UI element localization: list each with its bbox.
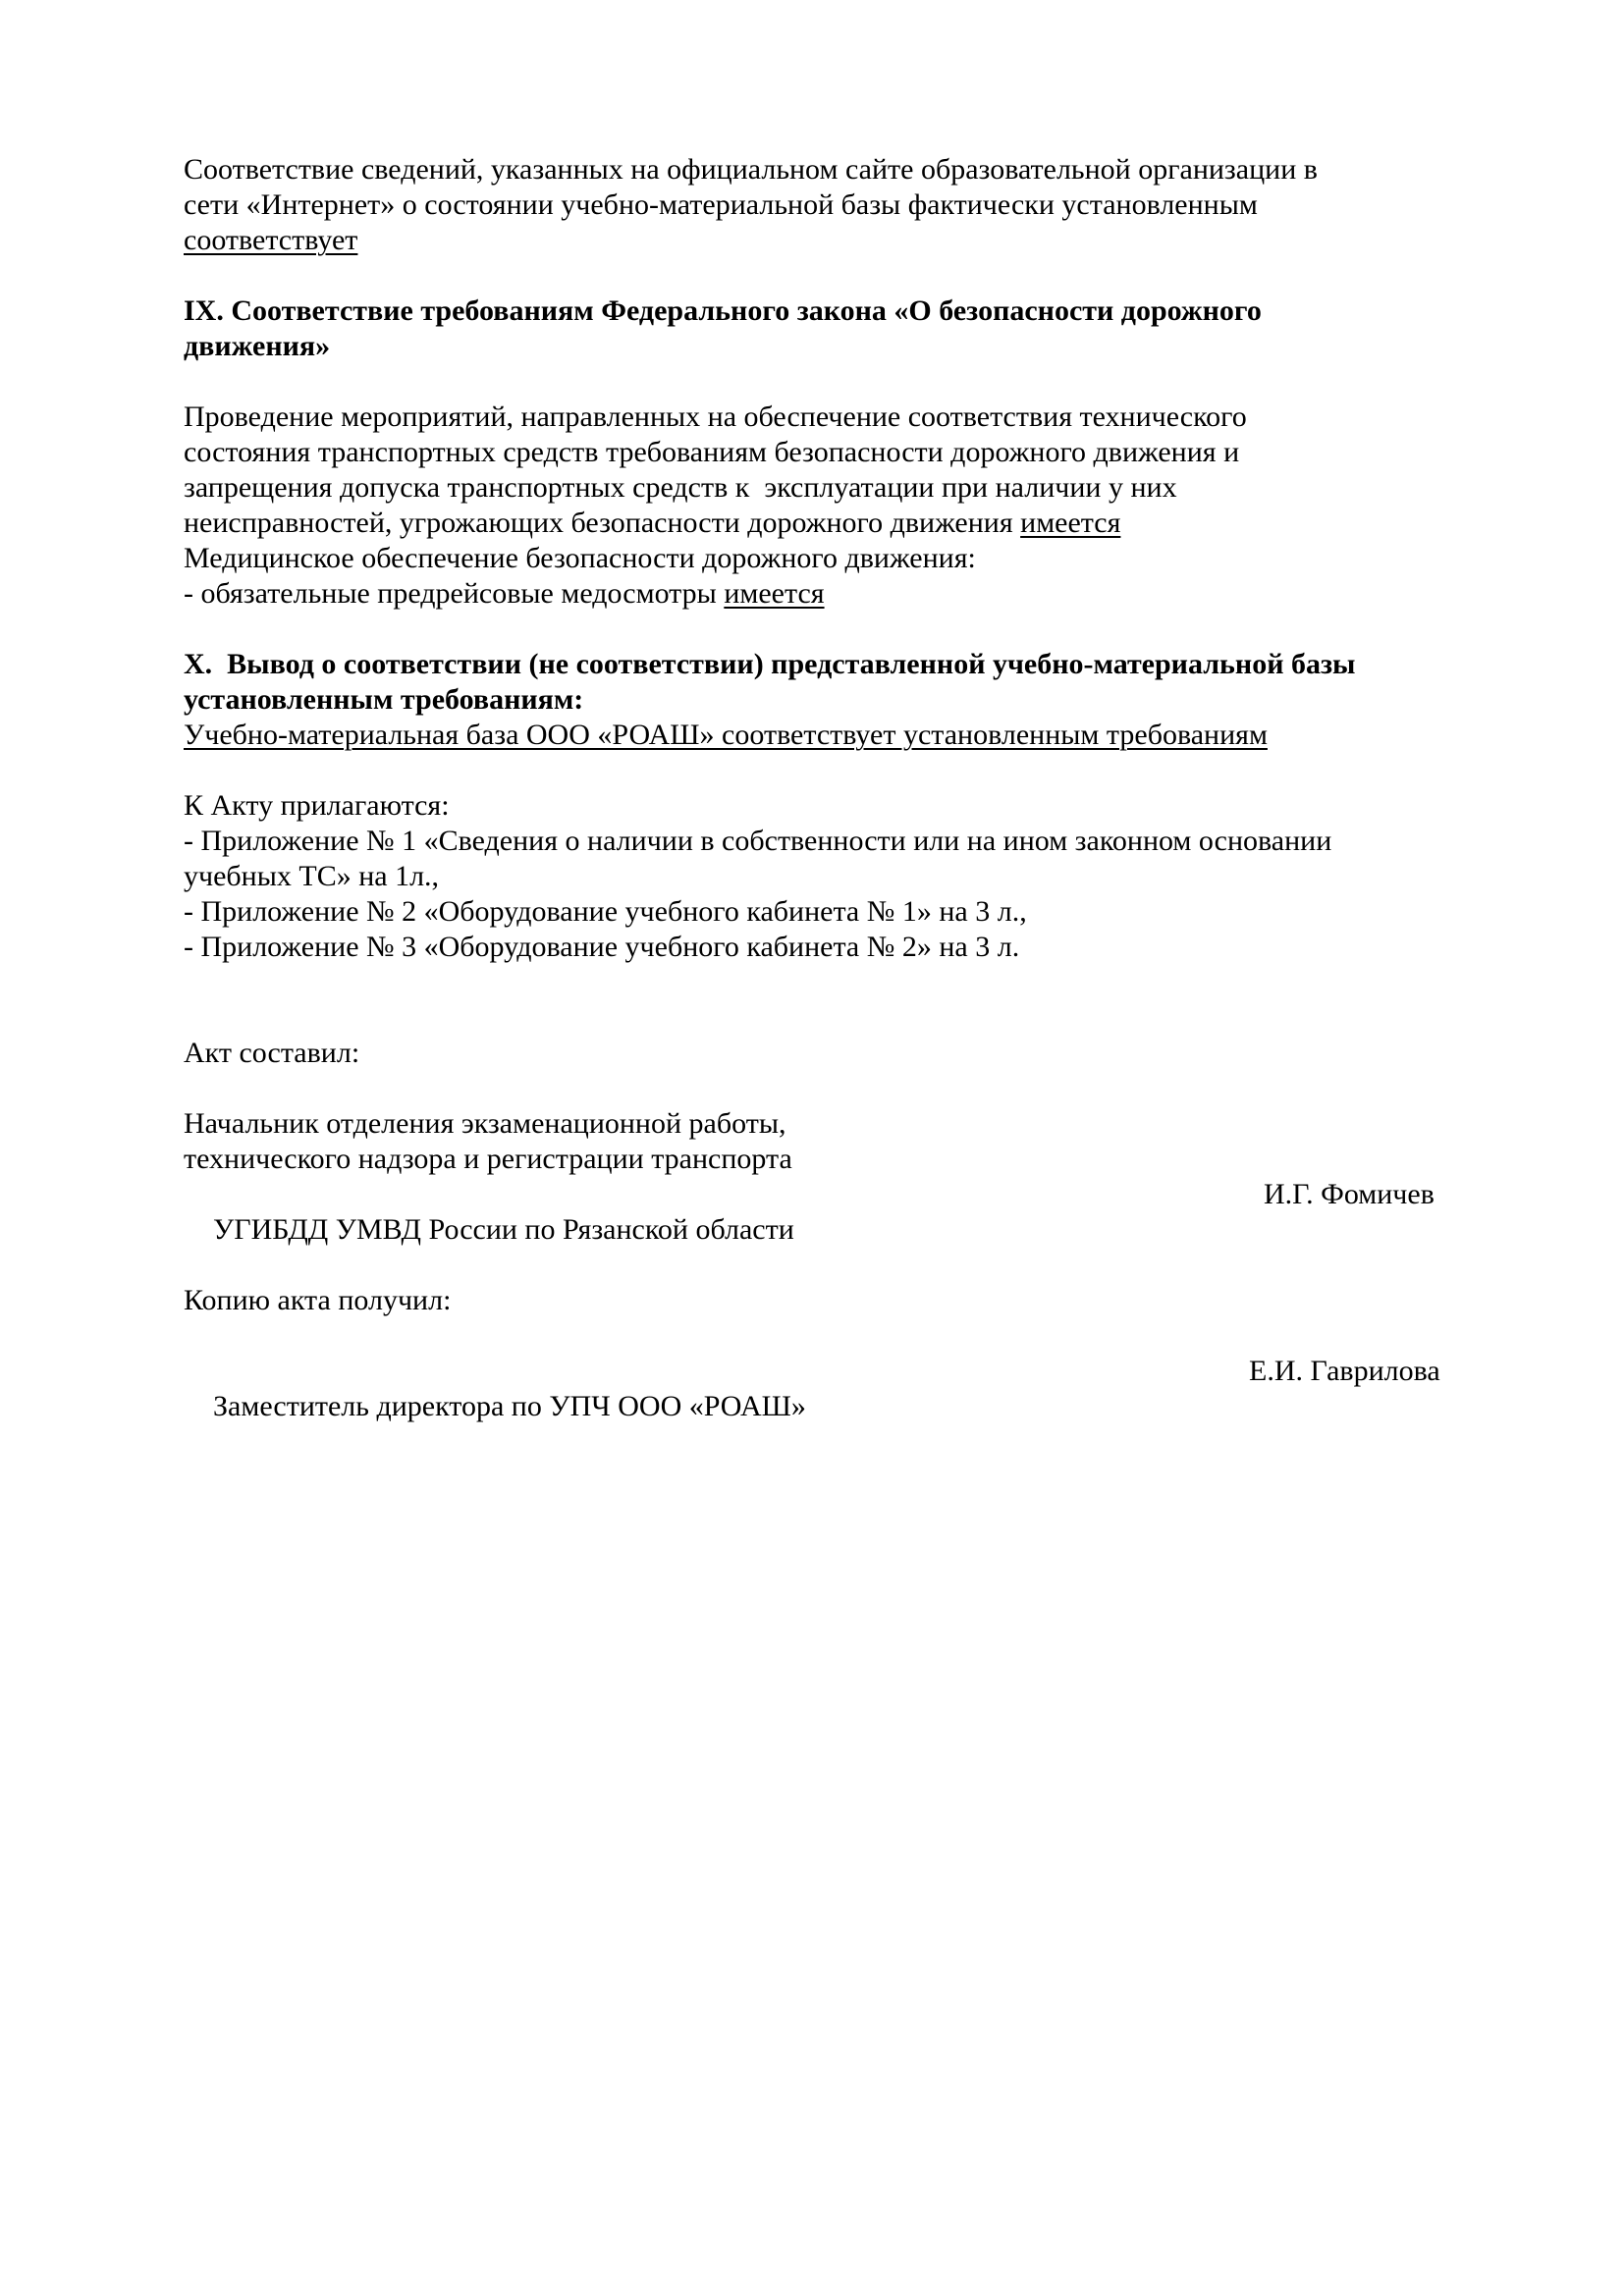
attachment-line: - Приложение № 3 «Оборудование учебного кабинета № 2» на 3 л. xyxy=(184,931,1020,963)
attachment-line: - Приложение № 2 «Оборудование учебного кабинета № 1» на 3 л., xyxy=(184,895,1027,928)
section9-para-line-4: неисправностей, угрожающих безопасности дорожного движения xyxy=(184,507,1021,539)
section10-heading-line-1: X. Вывод о соответствии (не соответствии) представленной учебно-материальной базы xyxy=(184,648,1356,680)
medical-value: имеется xyxy=(724,577,825,610)
section10-conclusion: Учебно-материальная база ООО «РОАШ» соответствует установленным требованиям xyxy=(184,719,1268,751)
receiver-title: Заместитель директора по УПЧ ООО «РОАШ» xyxy=(213,1390,806,1422)
intro-value: соответствует xyxy=(184,224,358,256)
intro-line-1: Соответствие сведений, указанных на официальном сайте образовательной организации в xyxy=(184,153,1318,186)
composer-title-line-3: УГИБДД УМВД России по Рязанской области xyxy=(213,1213,794,1246)
medical-label: Медицинское обеспечение безопасности дорожного движения: xyxy=(184,542,976,574)
composed-label: Акт составил: xyxy=(184,1037,360,1069)
section9-para-line-3: запрещения допуска транспортных средств к эксплуатации при наличии у них xyxy=(184,471,1177,504)
receiver-name: Е.И. Гаврилова xyxy=(1249,1355,1440,1387)
section9-heading-line-2: движения» xyxy=(184,330,331,362)
attachments-label: К Акту прилагаются: xyxy=(184,789,450,822)
attachment-line: учебных ТС» на 1л., xyxy=(184,860,440,892)
document-page xyxy=(184,152,1499,1422)
composer-title-line-1: Начальник отделения экзаменационной работы, xyxy=(184,1107,786,1140)
section10-heading-line-2: установленным требованиям: xyxy=(184,683,584,716)
section9-para-line-2: состояния транспортных средств требованиям безопасности дорожного движения и xyxy=(184,436,1240,468)
medical-item: - обязательные предрейсовые медосмотры xyxy=(184,577,725,610)
section9-para-line-1: Проведение мероприятий, направленных на обеспечение соответствия технического xyxy=(184,400,1247,433)
received-label: Копию акта получил: xyxy=(184,1284,452,1316)
section9-heading-line-1: IX. Соответствие требованиям Федерального закона «О безопасности дорожного xyxy=(184,294,1262,327)
composer-name: И.Г. Фомичев xyxy=(1264,1178,1435,1210)
composer-title-line-2: технического надзора и регистрации транспорта xyxy=(184,1143,792,1175)
intro-line-2: сети «Интернет» о состоянии учебно-материальной базы фактически установленным xyxy=(184,188,1258,221)
section9-para-value: имеется xyxy=(1020,507,1121,539)
attachment-line: - Приложение № 1 «Сведения о наличии в собственности или на ином законном основании xyxy=(184,825,1332,857)
